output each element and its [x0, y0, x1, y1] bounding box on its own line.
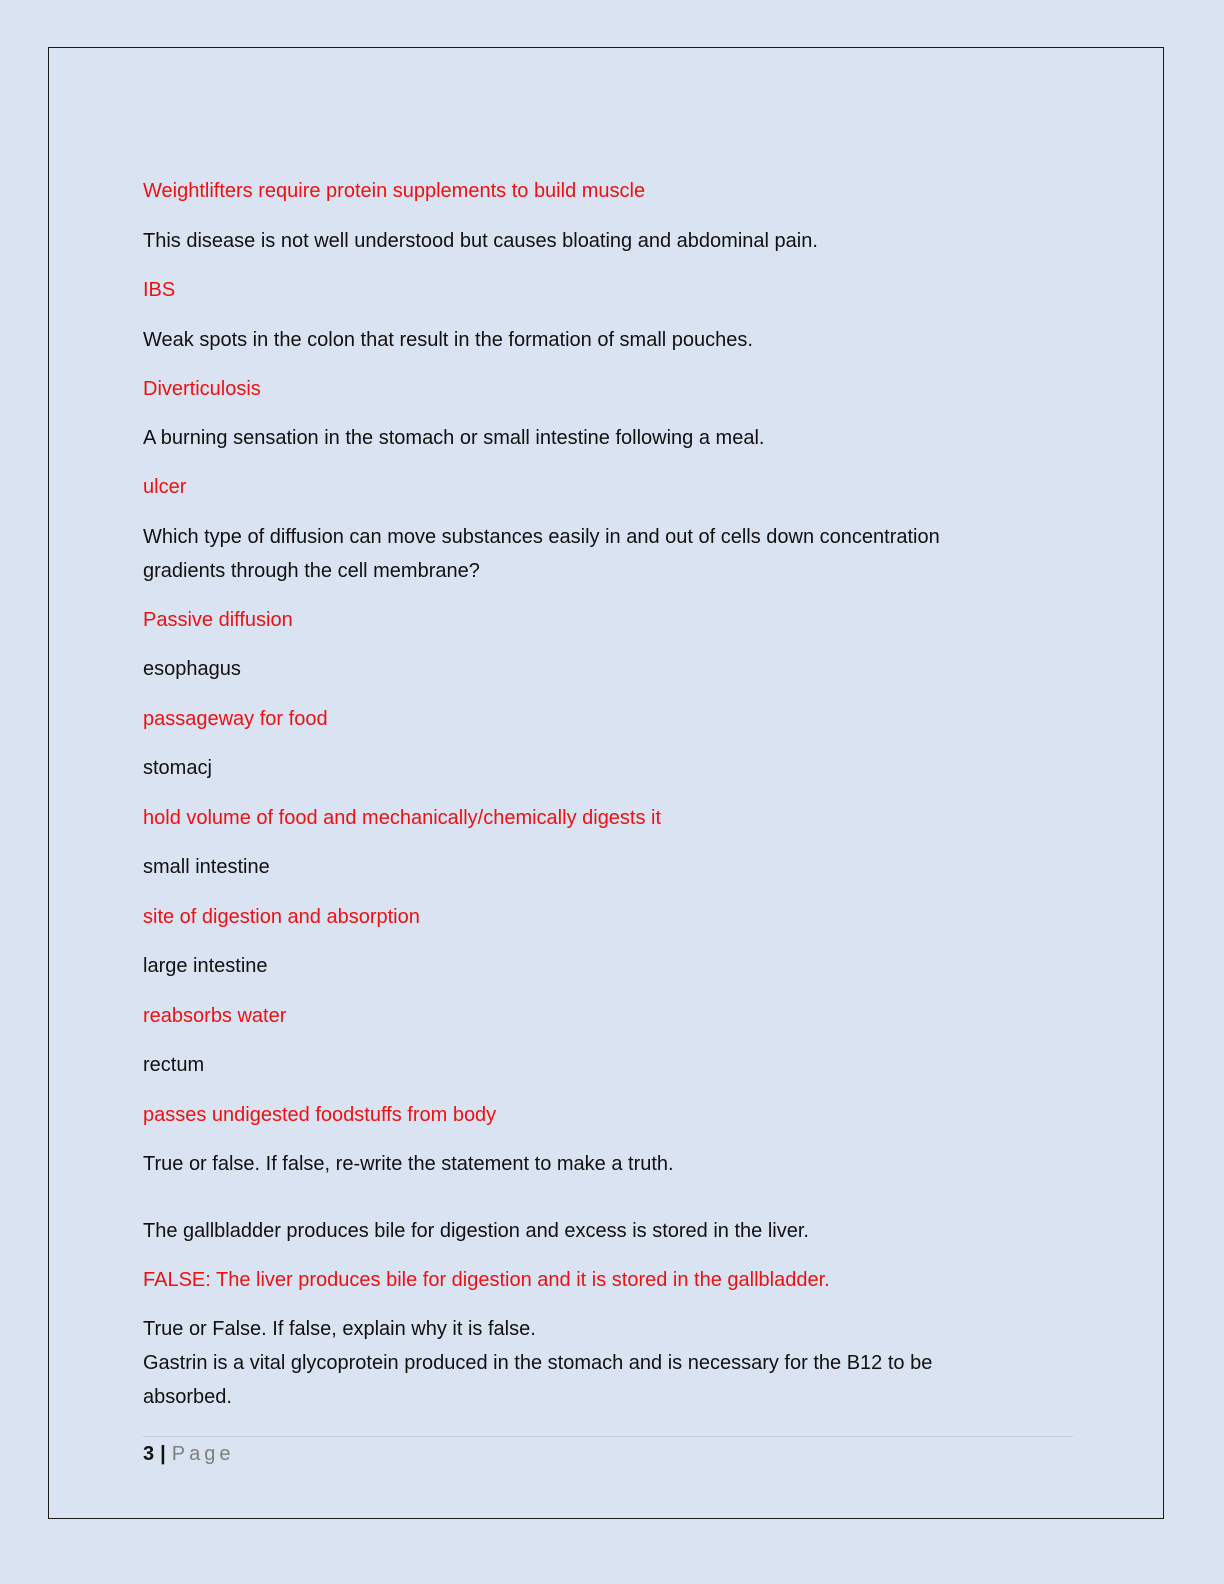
page-number: 3: [143, 1443, 155, 1465]
question-line: Gastrin is a vital glycoprotein produced in the stomach and is necessary for the B12 to be absorbed.: [143, 1352, 933, 1408]
footer-separator: |: [160, 1443, 166, 1465]
question-line: Weak spots in the colon that result in the formation of small pouches.: [143, 329, 753, 351]
page-border: [48, 47, 1164, 1519]
question-line: stomacj: [143, 757, 212, 779]
answer-line: Weightlifters require protein supplements to build muscle: [143, 180, 646, 202]
answer-line: ulcer: [143, 476, 187, 498]
answer-line: Diverticulosis: [143, 378, 261, 400]
footer-divider: [143, 1436, 1073, 1437]
question-line: True or False. If false, explain why it is false.: [143, 1318, 536, 1340]
answer-line: hold volume of food and mechanically/chemically digests it: [143, 807, 662, 829]
question-line: large intestine: [143, 955, 268, 977]
question-line: The gallbladder produces bile for digestion and excess is stored in the liver.: [143, 1220, 809, 1242]
answer-line: Passive diffusion: [143, 609, 293, 631]
question-line: small intestine: [143, 856, 270, 878]
answer-line: site of digestion and absorption: [143, 906, 420, 928]
page-footer: [143, 1438, 234, 1470]
question-line: rectum: [143, 1054, 205, 1076]
answer-line: passageway for food: [143, 708, 328, 730]
question-line: True or false. If false, re-write the statement to make a truth.: [143, 1153, 674, 1175]
answer-line: passes undigested foodstuffs from body: [143, 1104, 497, 1126]
answer-line: IBS: [143, 279, 176, 301]
question-line: Which type of diffusion can move substances easily in and out of cells down concentration gradients through the cell membrane?: [143, 526, 940, 582]
page-label: Page: [171, 1443, 235, 1465]
question-line: This disease is not well understood but causes bloating and abdominal pain.: [143, 230, 818, 252]
question-line: A burning sensation in the stomach or small intestine following a meal.: [143, 427, 765, 449]
answer-line: FALSE: The liver produces bile for digestion and it is stored in the gallbladder.: [143, 1269, 830, 1291]
answer-line: reabsorbs water: [143, 1005, 287, 1027]
question-line: esophagus: [143, 658, 241, 680]
